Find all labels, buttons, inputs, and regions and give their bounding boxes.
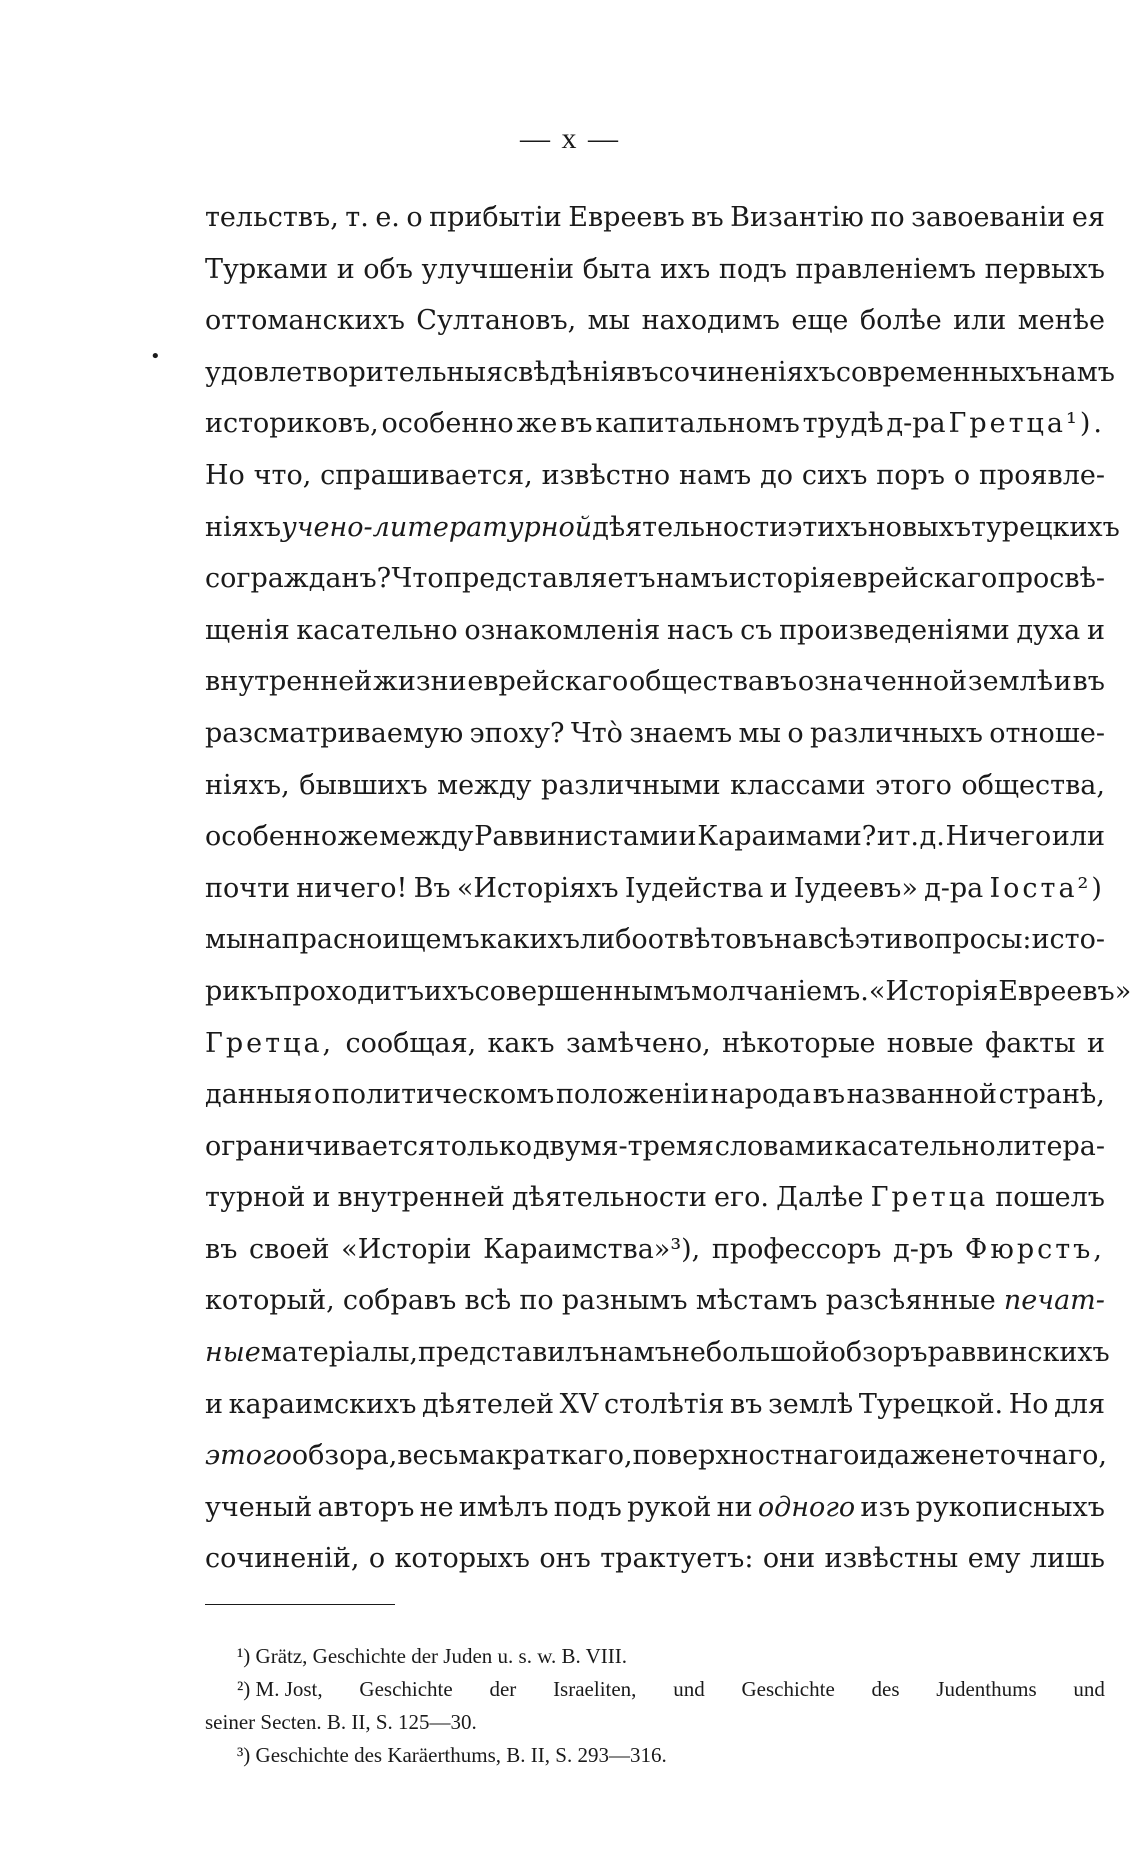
word: о (406, 202, 423, 233)
word: Раввинистами (474, 821, 678, 853)
word: ограничивается (205, 1130, 435, 1162)
word: двумя-тремя (532, 1130, 714, 1162)
margin-dot-mark: • (150, 346, 161, 367)
word: намъ (1042, 356, 1115, 388)
word: почти (205, 872, 291, 904)
word: которыхъ (394, 1543, 530, 1575)
word: представляетъ (444, 563, 656, 595)
word: касательно (834, 1130, 996, 1162)
word: поръ (876, 459, 945, 491)
word: означенной (797, 666, 968, 698)
word: д-ра (886, 408, 946, 440)
word: ознакомленія (464, 614, 661, 646)
word: ніяхъ (205, 511, 282, 543)
word: положеніи (555, 1079, 710, 1111)
word: въ (764, 666, 798, 698)
word: «Исторіяхъ (456, 872, 619, 904)
text-line (205, 1327, 1110, 1379)
word: молчаніемъ. (691, 975, 869, 1007)
word: и (1053, 666, 1072, 698)
word: или (1051, 821, 1105, 853)
word: въ (205, 1233, 238, 1265)
word: тельствъ, (205, 202, 339, 233)
footnote-word: Israeliten, (553, 1677, 637, 1701)
word: въ (560, 408, 593, 440)
word: еврейскаго (467, 666, 629, 698)
footnote-1: ¹) Grätz, Geschichte der Juden u. s. w. B. VIII. (237, 1644, 628, 1668)
word: различными (541, 769, 721, 801)
word: Евреевъ» (998, 975, 1132, 1007)
word: печат- (1003, 1285, 1105, 1317)
word: насъ (667, 614, 734, 646)
footnote-word: und (673, 1677, 705, 1701)
word: спрашивается, (320, 459, 533, 491)
word: разсматриваемую (205, 717, 464, 749)
text-line (205, 1018, 1105, 1070)
footnote-word: Geschichte (359, 1677, 453, 1701)
word: и (876, 821, 895, 853)
word: проявле- (978, 459, 1105, 491)
word: особенно (205, 821, 338, 853)
word: т. (895, 821, 919, 853)
main-text-block (205, 192, 1132, 1585)
word: турной (205, 1182, 306, 1214)
word: рукописныхъ (915, 1491, 1105, 1523)
word: въ (730, 1388, 763, 1420)
word: представилъ (418, 1337, 600, 1369)
word: отвѣтовъ (647, 924, 774, 956)
word: трудѣ (802, 408, 884, 440)
word: знаемъ (629, 717, 733, 749)
word: Караимства»³), (483, 1233, 701, 1265)
word: онъ (539, 1543, 591, 1575)
word: касательно (296, 614, 458, 646)
word: столѣтія (604, 1388, 725, 1420)
word: особенно (381, 408, 514, 440)
word: названной (846, 1079, 997, 1111)
text-line (205, 811, 1105, 863)
text-line (205, 656, 1105, 708)
word: духа (1016, 614, 1081, 646)
word: для (1054, 1388, 1105, 1420)
word: объ (363, 253, 413, 285)
word: литера- (996, 1130, 1105, 1162)
word: намъ (655, 563, 729, 595)
word: о (787, 717, 804, 749)
text-line (205, 244, 1105, 296)
text-line (205, 1172, 1105, 1224)
word: сообщая, (345, 1027, 477, 1059)
word: просвѣ- (997, 563, 1105, 595)
word: караимскихъ (228, 1388, 417, 1420)
word: ея (1071, 202, 1105, 233)
word: историковъ, (205, 408, 379, 440)
word: дѣятелей (422, 1388, 555, 1420)
word: они (762, 1543, 816, 1575)
word: Фюрстъ, (964, 1233, 1105, 1265)
word: ихъ (424, 975, 475, 1007)
word: небольшой (671, 1337, 830, 1369)
text-line (205, 1224, 1105, 1276)
word: всѣ (808, 924, 855, 956)
word: дѣятельности (511, 1182, 707, 1214)
word: прибытіи (429, 202, 562, 233)
word: трактуетъ: (600, 1543, 754, 1575)
word: произведеніями (779, 614, 1010, 646)
word: въ (1072, 666, 1105, 698)
page-number: — x — (520, 122, 620, 155)
word: удовлетворительныя (205, 356, 504, 388)
text-line (205, 914, 1105, 966)
word: ученый (205, 1491, 313, 1523)
word: изъ (860, 1491, 911, 1523)
word: мы (738, 717, 782, 749)
word: и (1086, 614, 1105, 646)
word: имѣлъ (458, 1491, 549, 1523)
word: Гретца¹). (948, 408, 1105, 440)
word: между (437, 769, 532, 801)
word: менѣе (1017, 305, 1105, 337)
word: находимъ (641, 305, 780, 337)
word: «Исторія (868, 975, 999, 1007)
word: напрасно (247, 924, 383, 956)
text-line (205, 966, 1132, 1018)
word: даже (877, 1440, 951, 1472)
word: замѣчено, (565, 1027, 711, 1059)
word: быта (582, 253, 652, 285)
footnotes-block (205, 1640, 1105, 1772)
word: разсѣянные (825, 1285, 996, 1317)
text-line (205, 863, 1105, 915)
word: на (773, 924, 809, 956)
word: только (435, 1130, 532, 1162)
word: въ (691, 202, 724, 233)
word: Караимами? (697, 821, 877, 853)
word: же (337, 821, 379, 853)
word: народа (710, 1079, 812, 1111)
word: что, (253, 459, 312, 491)
word: правленіемъ (795, 253, 977, 285)
word: своей (249, 1233, 330, 1265)
word: и (678, 821, 697, 853)
word: либо (579, 924, 648, 956)
word: бывшихъ (299, 769, 428, 801)
footnote-3: ³) Geschichte des Karäerthums, B. II, S. 293—316. (237, 1743, 667, 1767)
word: внутренней (205, 666, 373, 698)
word: и (1086, 1027, 1105, 1059)
word: различныхъ (809, 717, 983, 749)
word: какихъ (479, 924, 580, 956)
word: д-ръ (893, 1233, 954, 1265)
word: раввинскихъ (927, 1337, 1110, 1369)
word: нѣкоторые (722, 1027, 876, 1059)
word: о (368, 1543, 386, 1575)
word: обзора, (291, 1440, 398, 1472)
word: Византію (730, 202, 864, 233)
word: и (859, 1440, 878, 1472)
word: собравъ (342, 1285, 457, 1317)
word: профессоръ (711, 1233, 882, 1265)
word: Турками (205, 253, 329, 285)
word: подъ (718, 253, 787, 285)
word: о (953, 459, 971, 491)
word: или (953, 305, 1007, 337)
word: какъ (487, 1027, 555, 1059)
word: вопросы: (902, 924, 1032, 956)
word: Султановъ, (416, 305, 577, 337)
word: неточнаго, (950, 1440, 1108, 1472)
word: авторъ (317, 1491, 415, 1523)
text-line (205, 347, 1115, 399)
text-line (205, 1533, 1105, 1585)
word: о (313, 1079, 331, 1111)
word: е. (375, 202, 400, 233)
word: новыхъ (867, 511, 972, 543)
word: сочиненіяхъ (658, 356, 836, 388)
word: Іоста²) (989, 872, 1105, 904)
footnote-word: und (1073, 1677, 1105, 1701)
footnote-2-line-1 (205, 1673, 1105, 1706)
footnote-word: Geschichte (741, 1677, 835, 1701)
text-line (205, 1069, 1105, 1121)
text-line (205, 1121, 1105, 1173)
word: Но (1008, 1388, 1049, 1420)
word: Въ (413, 872, 451, 904)
word: ему (967, 1543, 1021, 1575)
word: по (519, 1285, 554, 1317)
word: жизни (373, 666, 467, 698)
word: щенія (205, 614, 290, 646)
word: землѣ (768, 1388, 854, 1420)
word: «Исторіи (341, 1233, 472, 1265)
word: рикъ (205, 975, 275, 1007)
word: Гретца (870, 1182, 989, 1214)
word: Турецкой. (858, 1388, 1004, 1420)
word: всѣ (464, 1285, 512, 1317)
word: этихъ (787, 511, 868, 543)
text-line (205, 398, 1105, 450)
footnote-word: Judenthums (936, 1677, 1037, 1701)
word: сочиненій, (205, 1543, 360, 1575)
word: мѣстамъ (695, 1285, 818, 1317)
text-line (205, 1275, 1105, 1327)
word: весьма (397, 1440, 496, 1472)
word: матеріалы, (260, 1337, 419, 1369)
word: же (516, 408, 558, 440)
word: Что (391, 563, 444, 595)
footnote-word: ²) M. Jost, (237, 1677, 323, 1701)
word: по (870, 202, 905, 233)
word: и (205, 1388, 223, 1420)
word: до (760, 459, 793, 491)
word: не (419, 1491, 454, 1523)
word: который, (205, 1285, 335, 1317)
footnote-separator (205, 1604, 395, 1605)
word: и (336, 253, 355, 285)
word: т. (345, 202, 369, 233)
word: свѣдѣнія (503, 356, 627, 388)
word: рукой (627, 1491, 712, 1523)
word: ные (205, 1337, 261, 1369)
footnote-word: der (489, 1677, 517, 1701)
word: эти (854, 924, 903, 956)
word: Іудеевъ» (793, 872, 918, 904)
word: Іудейства (624, 872, 764, 904)
word: исто- (1031, 924, 1105, 956)
word: учено-литературной (281, 511, 593, 543)
footnote-word: des (871, 1677, 900, 1701)
word: этого (875, 769, 952, 801)
word: и (312, 1182, 331, 1214)
word: современныхъ (835, 356, 1043, 388)
word: ихъ (659, 253, 711, 285)
word: дѣятельности (592, 511, 788, 543)
text-line (205, 295, 1105, 347)
word: оттоманскихъ (205, 305, 405, 337)
word: обзоръ (829, 1337, 928, 1369)
word: и (769, 872, 788, 904)
word: пошелъ (995, 1182, 1105, 1214)
word: Гретца, (205, 1027, 335, 1059)
word: въ (812, 1079, 846, 1111)
word: согражданъ? (205, 563, 392, 595)
text-line (205, 450, 1105, 502)
word: общества (629, 666, 764, 698)
word: завоеваніи (911, 202, 1066, 233)
word: землѣ (967, 666, 1053, 698)
word: странѣ, (998, 1079, 1105, 1111)
word: намъ (678, 459, 752, 491)
word: еврейскаго (836, 563, 998, 595)
word: подъ (553, 1491, 622, 1523)
word: капитальномъ (595, 408, 800, 440)
text-line (205, 708, 1105, 760)
word: ни (716, 1491, 753, 1523)
word: намъ (599, 1337, 672, 1369)
word: съ (740, 614, 773, 646)
word: совершеннымъ (474, 975, 692, 1007)
word: ничего! (296, 872, 408, 904)
word: исторія (728, 563, 836, 595)
word: факты (985, 1027, 1076, 1059)
word: эпоху? (469, 717, 565, 749)
text-line (205, 502, 1120, 554)
text-line (205, 1430, 1108, 1482)
word: новые (886, 1027, 974, 1059)
text-line (205, 1482, 1105, 1534)
word: ніяхъ, (205, 769, 290, 801)
text-line (205, 1379, 1105, 1431)
word: словами (714, 1130, 834, 1162)
word: политическомъ (331, 1079, 555, 1111)
word: общества, (961, 769, 1105, 801)
word: турецкихъ (971, 511, 1120, 543)
word: мы (587, 305, 631, 337)
text-line (205, 192, 1105, 244)
word: мы (205, 924, 248, 956)
word: разнымъ (561, 1285, 688, 1317)
word: одного (757, 1491, 856, 1523)
word: первыхъ (984, 253, 1105, 285)
word: сихъ (801, 459, 868, 491)
word: XV (559, 1388, 599, 1420)
word: классами (730, 769, 866, 801)
word: Но (205, 459, 245, 491)
word: еще (791, 305, 849, 337)
word: краткаго, (495, 1440, 633, 1472)
word: Что̀ (570, 717, 623, 749)
text-line (205, 605, 1105, 657)
word: ищемъ (382, 924, 480, 956)
word: Далѣе (776, 1182, 864, 1214)
word: проходитъ (274, 975, 425, 1007)
footnote-2-line-2: seiner Secten. B. II, S. 125—30. (205, 1710, 477, 1734)
word: извѣстно (541, 459, 671, 491)
word: Ничего (945, 821, 1052, 853)
word: внутренней (337, 1182, 505, 1214)
word: поверхностнаго (632, 1440, 860, 1472)
word: лишь (1029, 1543, 1105, 1575)
word: его. (714, 1182, 769, 1214)
word: д-ра (924, 872, 984, 904)
word: Евреевъ (568, 202, 685, 233)
word: болѣе (859, 305, 942, 337)
word: отноше- (989, 717, 1105, 749)
word: извѣстны (824, 1543, 959, 1575)
word: этого (205, 1440, 292, 1472)
word: д. (919, 821, 945, 853)
text-line (205, 760, 1105, 812)
word: въ (626, 356, 659, 388)
word: улучшеніи (421, 253, 575, 285)
text-line (205, 553, 1105, 605)
word: между (379, 821, 474, 853)
word: данныя (205, 1079, 313, 1111)
